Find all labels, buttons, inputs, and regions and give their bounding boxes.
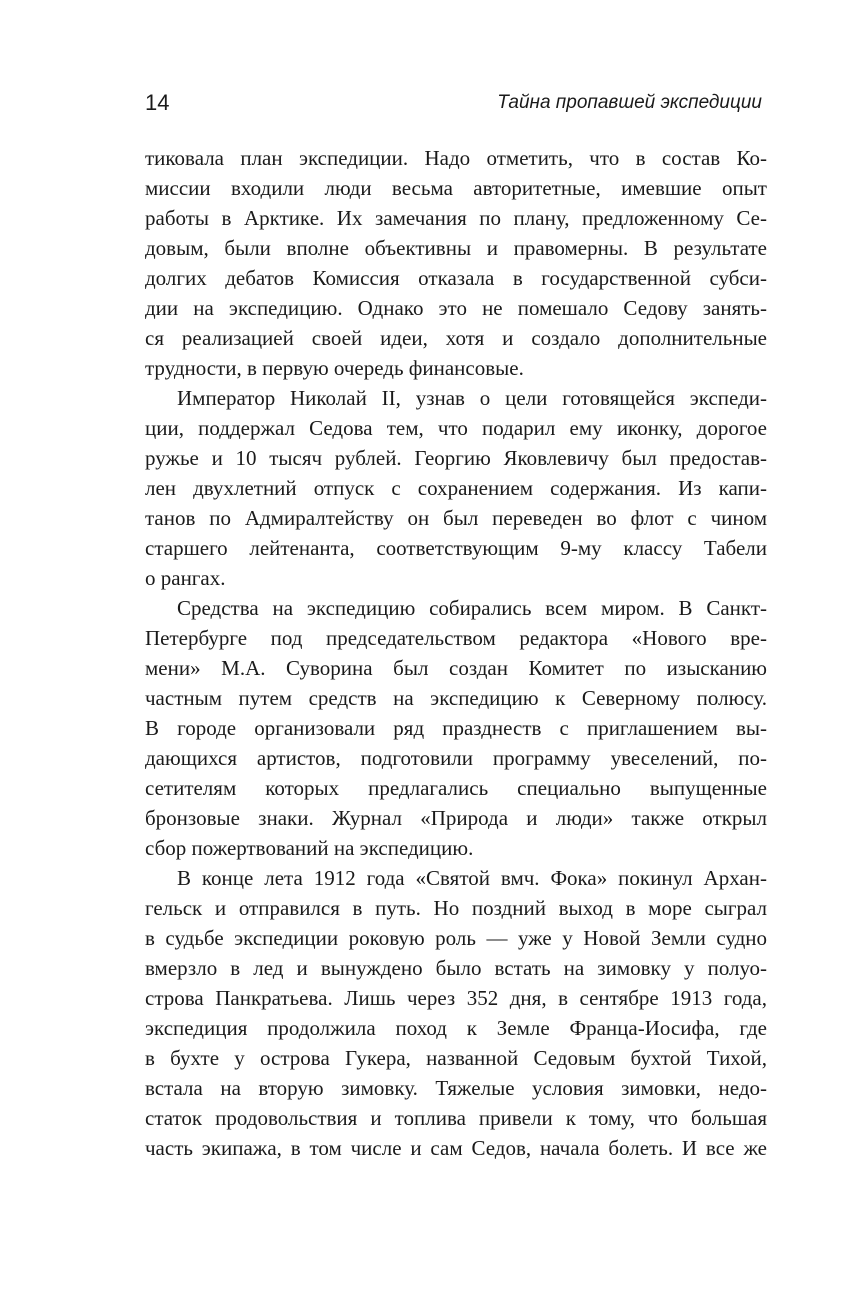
text-line: ружье и 10 тысяч рублей. Георгию Яковлевичу был предостав- bbox=[145, 446, 767, 470]
text-line: бронзовые знаки. Журнал «Природа и люди» также открыл bbox=[145, 806, 767, 830]
paragraph bbox=[145, 593, 767, 863]
text-line: Император Николай II, узнав о цели готовящейся экспеди- bbox=[177, 386, 767, 410]
text-line: старшего лейтенанта, соответствующим 9-му классу Табели bbox=[145, 536, 767, 560]
text-line: миссии входили люди весьма авторитетные, имевшие опыт bbox=[145, 176, 767, 200]
text-line: в бухте у острова Гукера, названной Седовым бухтой Тихой, bbox=[145, 1046, 767, 1070]
text-line: вмерзло в лед и вынуждено было встать на зимовку у полуо- bbox=[145, 956, 767, 980]
text-line: долгих дебатов Комиссия отказала в государственной субси- bbox=[145, 266, 767, 290]
text-line: ся реализацией своей идеи, хотя и создало дополнительные bbox=[145, 326, 767, 350]
text-line: В конце лета 1912 года «Святой вмч. Фока» покинул Архан- bbox=[177, 866, 767, 890]
paragraph bbox=[145, 863, 767, 1163]
running-title: Тайна пропавшей экспедиции bbox=[497, 92, 762, 113]
text-line: дающихся артистов, подготовили программу увеселений, по- bbox=[145, 746, 767, 770]
text-line: трудности, в первую очередь финансовые. bbox=[145, 356, 524, 380]
text-line: частным путем средств на экспедицию к Северному полюсу. bbox=[145, 686, 767, 710]
text-line: мени» М.А. Суворина был создан Комитет по изысканию bbox=[145, 656, 767, 680]
text-line: экспедиция продолжила поход к Земле Франца-Иосифа, где bbox=[145, 1016, 767, 1040]
paragraph bbox=[145, 143, 767, 383]
paragraph bbox=[145, 383, 767, 593]
text-line: тиковала план экспедиции. Надо отметить, что в состав Ко- bbox=[145, 146, 767, 170]
text-line: лен двухлетний отпуск с сохранением содержания. Из капи- bbox=[145, 476, 767, 500]
text-line: сбор пожертвований на экспедицию. bbox=[145, 836, 474, 860]
text-line: Средства на экспедицию собирались всем миром. В Санкт- bbox=[177, 596, 767, 620]
text-line: встала на вторую зимовку. Тяжелые условия зимовки, недо- bbox=[145, 1076, 767, 1100]
text-line: ции, поддержал Седова тем, что подарил ему иконку, дорогое bbox=[145, 416, 767, 440]
text-line: дии на экспедицию. Однако это не помешало Седову занять- bbox=[145, 296, 767, 320]
text-line: статок продовольствия и топлива привели к тому, что большая bbox=[145, 1106, 767, 1130]
text-line: танов по Адмиралтейству он был переведен во флот с чином bbox=[145, 506, 767, 530]
text-line: часть экипажа, в том числе и сам Седов, начала болеть. И все же bbox=[145, 1136, 767, 1160]
text-line: сетителям которых предлагались специально выпущенные bbox=[145, 776, 767, 800]
text-line: о рангах. bbox=[145, 566, 226, 590]
text-line: В городе организовали ряд празднеств с приглашением вы- bbox=[145, 716, 767, 740]
text-line: в судьбе экспедиции роковую роль — уже у Новой Земли судно bbox=[145, 926, 767, 950]
text-line: строва Панкратьева. Лишь через 352 дня, в сентябре 1913 года, bbox=[145, 986, 767, 1010]
text-line: гельск и отправился в путь. Но поздний выход в море сыграл bbox=[145, 896, 767, 920]
text-line: работы в Арктике. Их замечания по плану, предложенному Се- bbox=[145, 206, 767, 230]
text-line: довым, были вполне объективны и правомерны. В результате bbox=[145, 236, 767, 260]
page-number: 14 bbox=[145, 90, 170, 115]
body-text bbox=[145, 143, 767, 1163]
text-line: Петербурге под председательством редактора «Нового вре- bbox=[145, 626, 767, 650]
